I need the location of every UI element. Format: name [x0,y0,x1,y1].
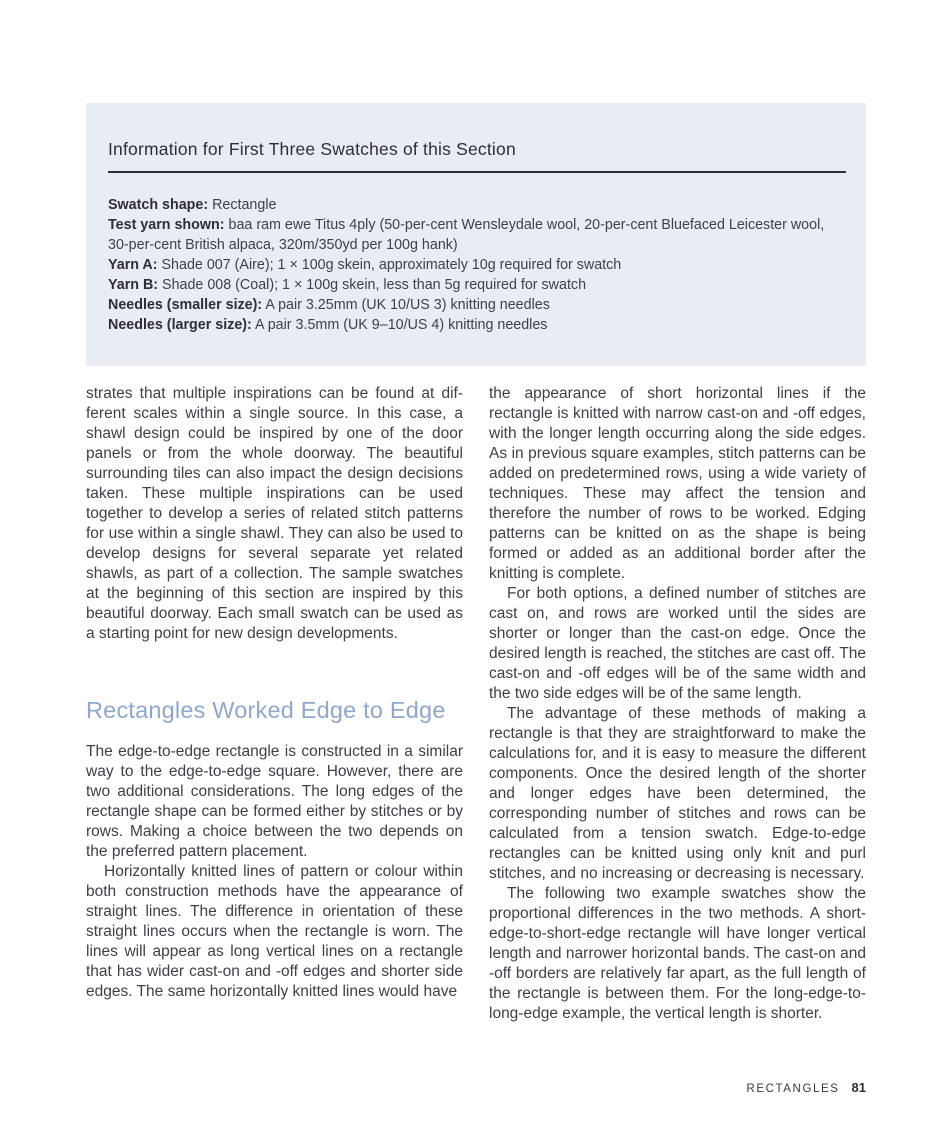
body-paragraph: Horizontally knitted lines of pattern or colour within both construction methods have the appearance of straight lines. The difference in orientation of these straight lines occurs when the rectangle is worn. The lines will appear as long vertical lines on a rectangle that has wider cast-on and -off edges and shorter side edges. The same horizontally knitted lines would have [86,863,463,1000]
infobox-title-rule [108,171,846,173]
page-footer [746,1080,866,1095]
body-paragraph: the appearance of short horizontal lines if the rectangle is knitted with narrow cast-on and -off edges, with the longer length occurring along the side edges. As in previous square examples, stitch patterns can be added on predetermined rows, using a wide variety of techniques. These may affect the tension and therefore the number of rows to be worked. Edging patterns can be knitted on as the shape is being formed or added as an additional border after the knitting is complete. [489,385,866,582]
info-label: Yarn A: [108,257,158,273]
info-label: Needles (larger size): [108,317,252,333]
body-paragraph: For both options, a defined number of stitches are cast on, and rows are worked until the sides are shorter or longer than the cast-on edge. Once the desired length is reached, the stitches are cast off. The cast-on and -off edges will be of the same width and the two side edges will be of the same length. [489,585,866,702]
info-label: Test yarn shown: [108,217,225,233]
info-row-needles-smaller [108,295,844,315]
section-heading: Rectangles Worked Edge to Edge [86,697,446,723]
info-value: Shade 007 (Aire); 1 × 100g skein, approximately 10g required for swatch [157,257,622,273]
info-value: A pair 3.5mm (UK 9–10/US 4) knitting needles [251,317,548,333]
page-number: 81 [851,1080,866,1095]
body-paragraph: The following two example swatches show the proportional differences in the two methods. A short-edge-to-short-edge rectangle will have longer vertical length and narrower horizontal bands. The cast-on and -off borders are relatively far apart, as the full length of the rectangle is between them. For the long-edge-to-long-edge example, the vertical length is shorter. [489,885,866,1022]
left-column [86,384,463,1024]
body-paragraph: The edge-to-edge rectangle is constructed in a similar way to the edge-to-edge square. However, there are two additional considerations. The long edges of the rectangle shape can be formed either by stitches or by rows. Making a choice between the two depends on the preferred pattern placement. [86,743,463,860]
info-label: Needles (smaller size): [108,297,263,313]
body-paragraph: The advantage of these methods of making a rectangle is that they are straightforward to make the calculations for, and it is easy to measure the different components. Once the desired length of the shorter and longer edges have been determined, the corresponding number of stitches and rows can be calculated from a tension swatch. Edge-to-edge rectangles can be knitted using only knit and purl stitches, and no increasing or decreasing is necessary. [489,705,866,882]
info-value: A pair 3.25mm (UK 10/US 3) knitting needles [262,297,550,313]
info-value: baa ram ewe Titus 4ply (50-per-cent Wensleydale wool, 20-per-cent Bluefaced Leicester wool, 30-per-cent British alpaca, 320m/350yd per 100g hank) [108,217,825,253]
info-value: Rectangle [208,197,277,213]
body-paragraph: strates that multiple inspirations can be found at dif-ferent scales within a single source. In this case, a shawl design could be inspired by one of the door panels or from the whole doorway. The beautiful surrounding tiles can also impact the design decisions taken. These multiple inspirations can be used together to develop a series of related stitch patterns for use within a single shawl. They can also be used to develop designs for several separate yet related shawls, as part of a collection. The sample swatches at the beginning of this section are inspired by this beautiful doorway. Each small swatch can be used as a starting point for new design developments. [86,385,463,642]
info-row-test-yarn [108,215,844,255]
info-value: Shade 008 (Coal); 1 × 100g skein, less than 5g required for swatch [158,277,587,293]
info-row-needles-larger [108,315,844,335]
infobox-title: Information for First Three Swatches of this Section [108,139,516,159]
info-row-swatch-shape [108,195,844,215]
right-column [489,384,866,1024]
info-row-yarn-a [108,255,844,275]
info-row-yarn-b [108,275,844,295]
running-head: RECTANGLES [746,1083,840,1095]
info-label: Swatch shape: [108,197,209,213]
swatch-info-box [86,103,866,366]
infobox-rows [108,195,844,335]
body-columns [86,384,866,1024]
info-label: Yarn B: [108,277,159,293]
